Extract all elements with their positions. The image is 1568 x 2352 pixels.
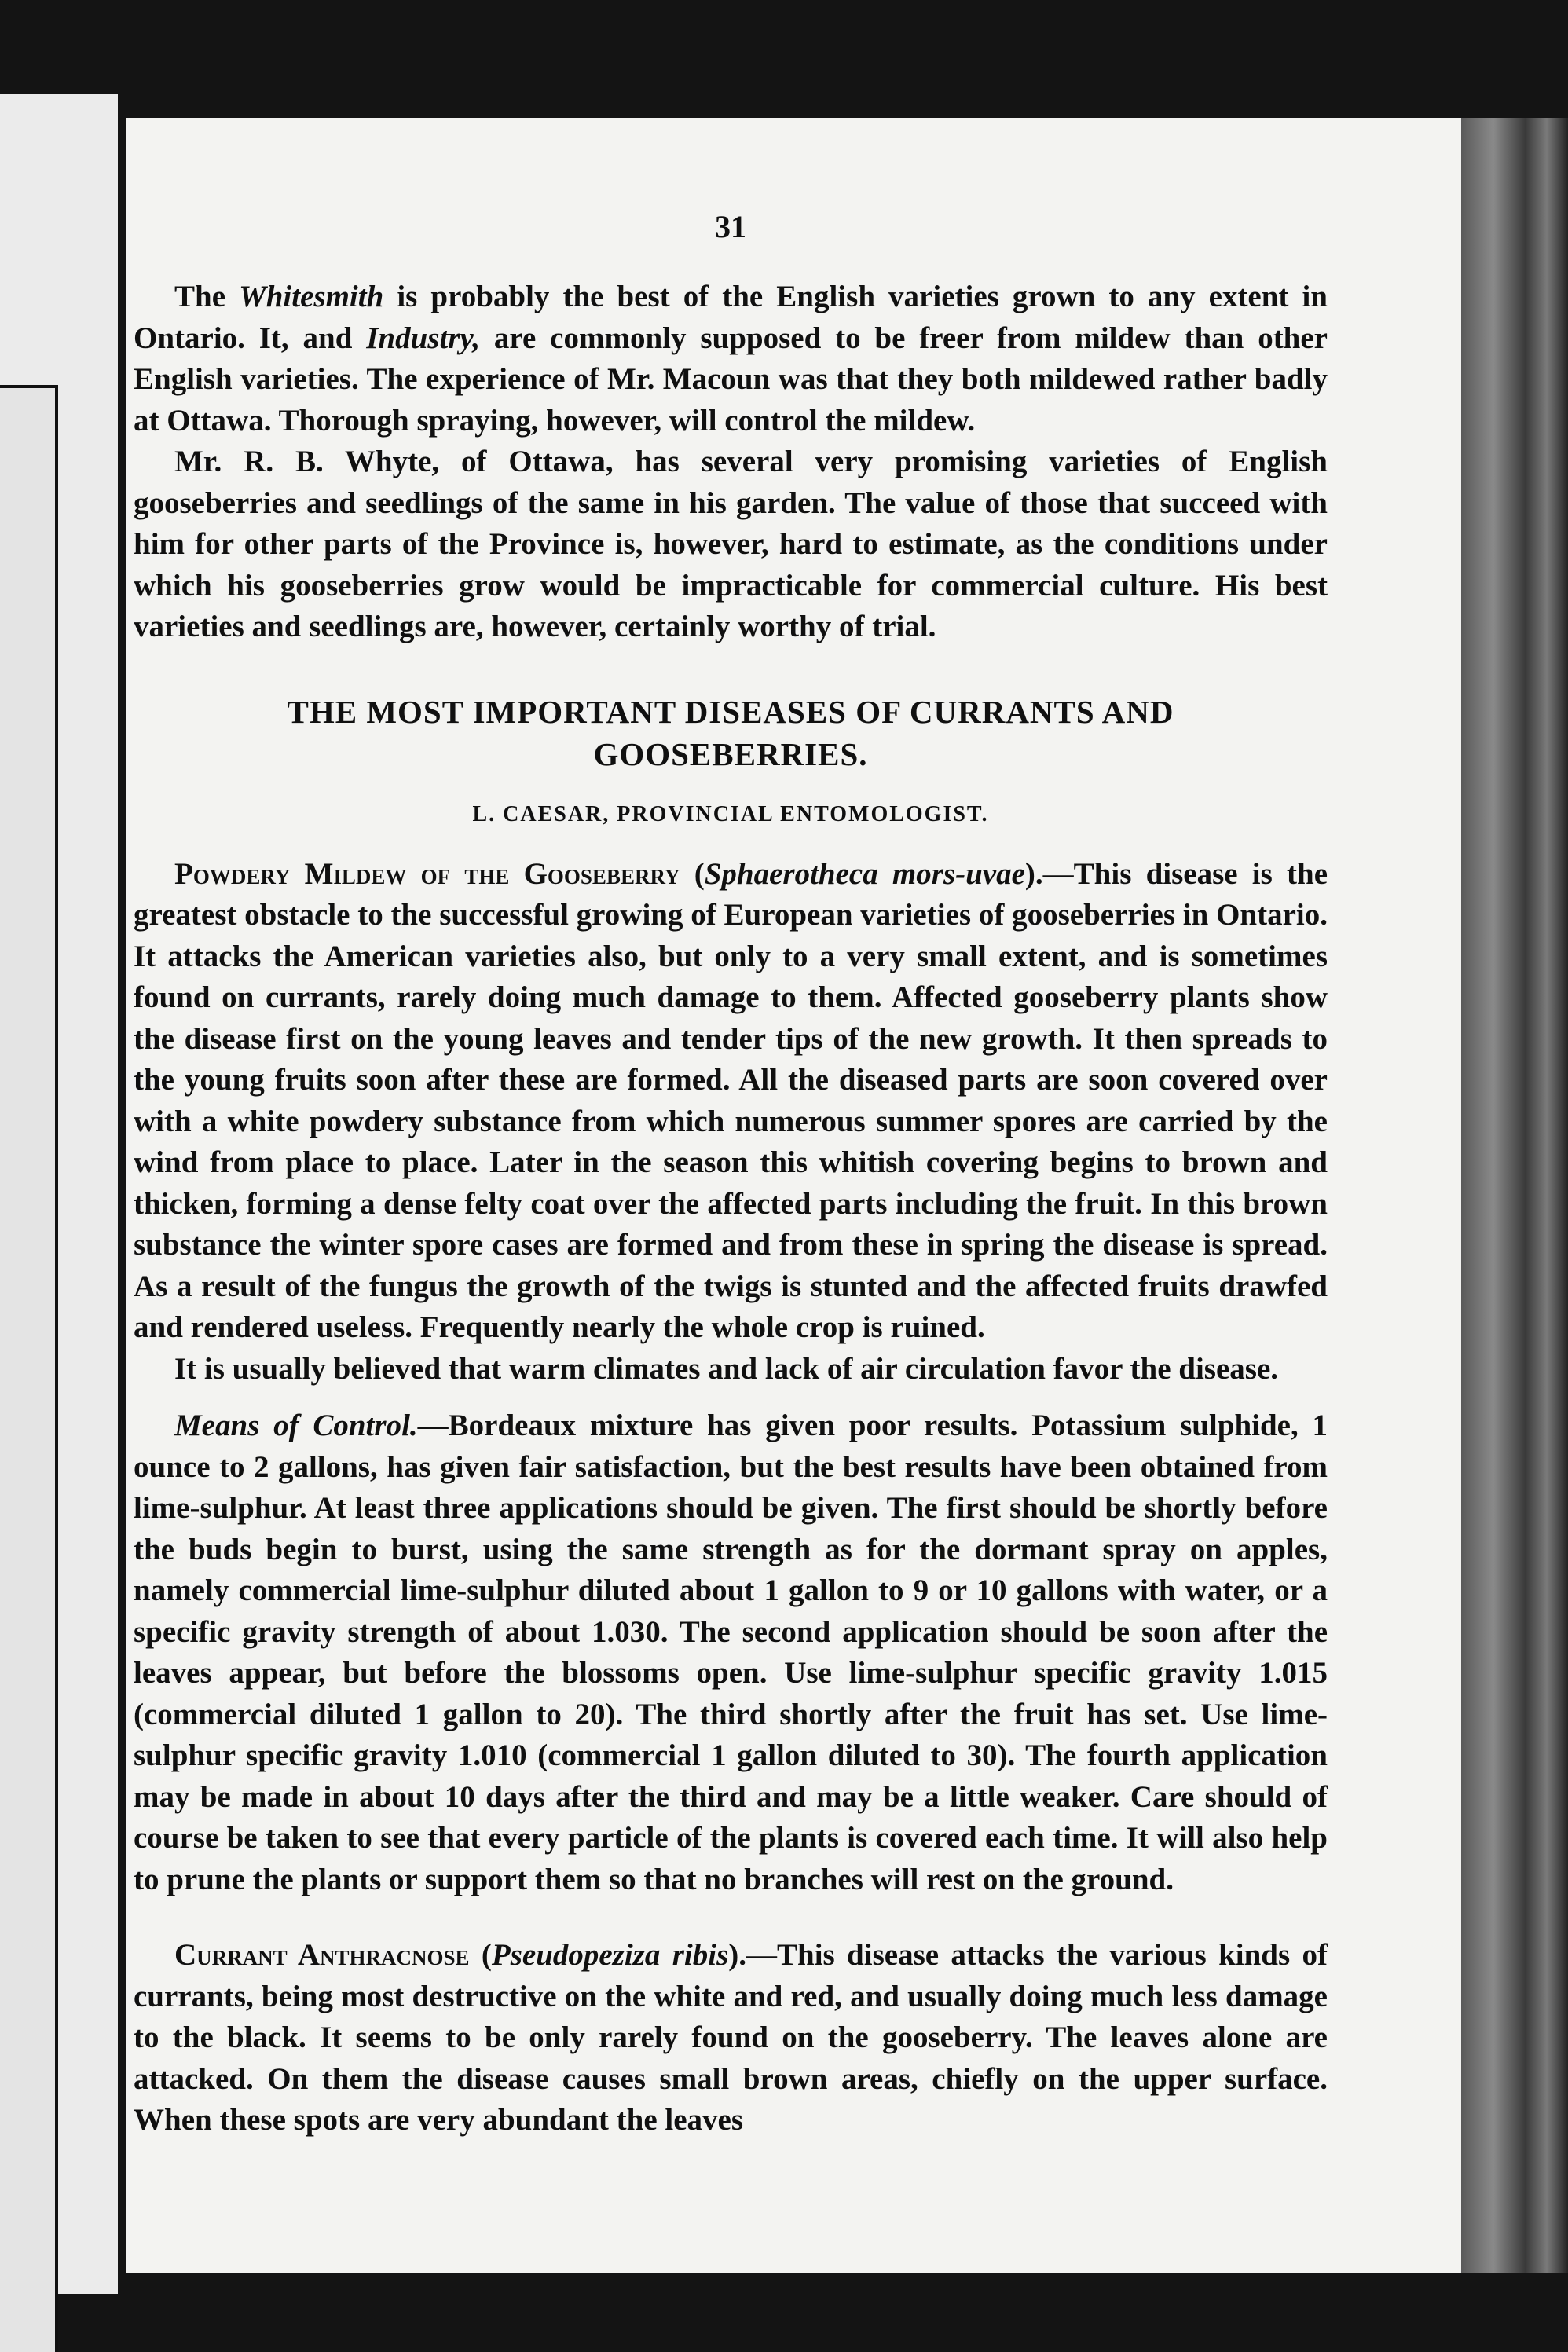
text-run: The	[174, 280, 240, 313]
text-run: ).—This disease is the greatest obstacle to the successful growing of European varieties of gooseberries in Ontario. It attacks the American varieties also, but only to a very small extent, and is sometimes found on currants, rarely doing much damage to them. Affected gooseberry plants show the disease first on the young leaves and tender tips of the new growth. It then spreads to the young fruits soon after these are formed. All the diseased parts are soon covered over with a white powdery substance from which numerous summer spores are carried by the wind from place to place. Later in the season this whitish covering begins to brown and thicken, forming a dense felty coat over the affected parts including the fruit. In this brown substance the winter spore cases are formed and from these in spring the disease is spread. As a result of the fungus the growth of the twigs is stunted and the affected fruits drawfed and rendered useless. Frequently nearly the whole crop is ruined.	[134, 856, 1328, 1344]
paragraph	[134, 854, 1328, 1349]
section-title: THE MOST IMPORTANT DISEASES OF CURRANTS AND GOOSEBERRIES.	[287, 693, 1174, 772]
italic-run: Sphaerotheca mors-uvae	[704, 856, 1025, 891]
italic-run: Industry,	[366, 321, 481, 355]
text-run: It is usually believed that warm climates and lack of air circulation favor the disease.	[174, 1351, 1279, 1386]
body-paragraphs	[134, 854, 1328, 2141]
paragraph	[134, 1405, 1328, 1900]
page-number: 31	[715, 209, 746, 244]
smallcaps-heading: Powdery Mildew of the Gooseberry	[174, 856, 680, 891]
paragraph	[134, 277, 1328, 441]
text-run: —Bordeaux mixture has given poor results. Potassium sulphide, 1 ounce to 2 gallons, has given fair satisfaction, but the best results have been obtained from lime-sulphur. At least three applications should be given. The first should be shortly before the buds begin to burst, using the same strength as for the dormant spray on apples, namely commercial lime-sulphur diluted about 1 gallon to 9 or 10 gallons with water, or a specific gravity strength of about 1.030. The second application should be soon after the leaves appear, but before the blossoms open. Use lime-sulphur specific gravity 1.015 (commercial diluted 1 gallon to 20). The third shortly after the fruit has set. Use lime-sulphur specific gravity 1.010 (commercial 1 gallon diluted to 30). The fourth application may be made in about 10 days after the third and may be a little weaker. Care should of course be taken to see that every particle of the plants is covered each time. It will also help to prune the plants or support them so that no branches will rest on the ground.	[134, 1409, 1328, 1896]
text-run: (	[469, 1938, 492, 1972]
text-run: ).—This disease attacks the various kinds of currants, being most destructive on the white and red, and usually doing much less damage to the black. It seems to be only rarely found on the gooseberry. The leaves alone are attacked. On them the disease causes small brown areas, chiefly on the upper surface. When these spots are very abundant the leaves	[134, 1938, 1328, 2137]
book-gutter	[1461, 118, 1568, 2273]
text-run: Mr. R. B. Whyte, of Ottawa, has several very promising varieties of English gooseberries and seedlings of the same in his garden. The value of those that succeed with him for other parts of the Province is, however, hard to estimate, as the conditions under which his gooseberries grow would be impracticable for commercial culture. His best varieties and seedlings are, however, certainly worthy of trial.	[134, 445, 1328, 643]
paragraph	[134, 441, 1328, 648]
paragraph	[134, 1349, 1328, 1390]
smallcaps-heading: Currant Anthracnose	[174, 1938, 470, 1972]
italic-run: Pseudopeziza ribis	[491, 1938, 729, 1972]
paragraph	[134, 1935, 1328, 2141]
intro-paragraphs	[134, 277, 1328, 648]
text-run: is probably the best of the English varieties grown to any extent in Ontario. It, and	[134, 280, 1328, 355]
adjacent-page-frame	[0, 385, 58, 2352]
author-byline: L. CAESAR, PROVINCIAL ENTOMOLOGIST.	[472, 801, 989, 826]
text-run: (	[680, 856, 705, 891]
italic-run: Whitesmith	[239, 280, 384, 313]
page-content	[134, 208, 1328, 2141]
text-run: are commonly supposed to be freer from mildew than other English varieties. The experience of Mr. Macoun was that they both mildewed rather badly at Ottawa. Thorough spraying, however, will control the mildew.	[134, 321, 1328, 438]
italic-run: Means of Control.	[174, 1409, 418, 1442]
